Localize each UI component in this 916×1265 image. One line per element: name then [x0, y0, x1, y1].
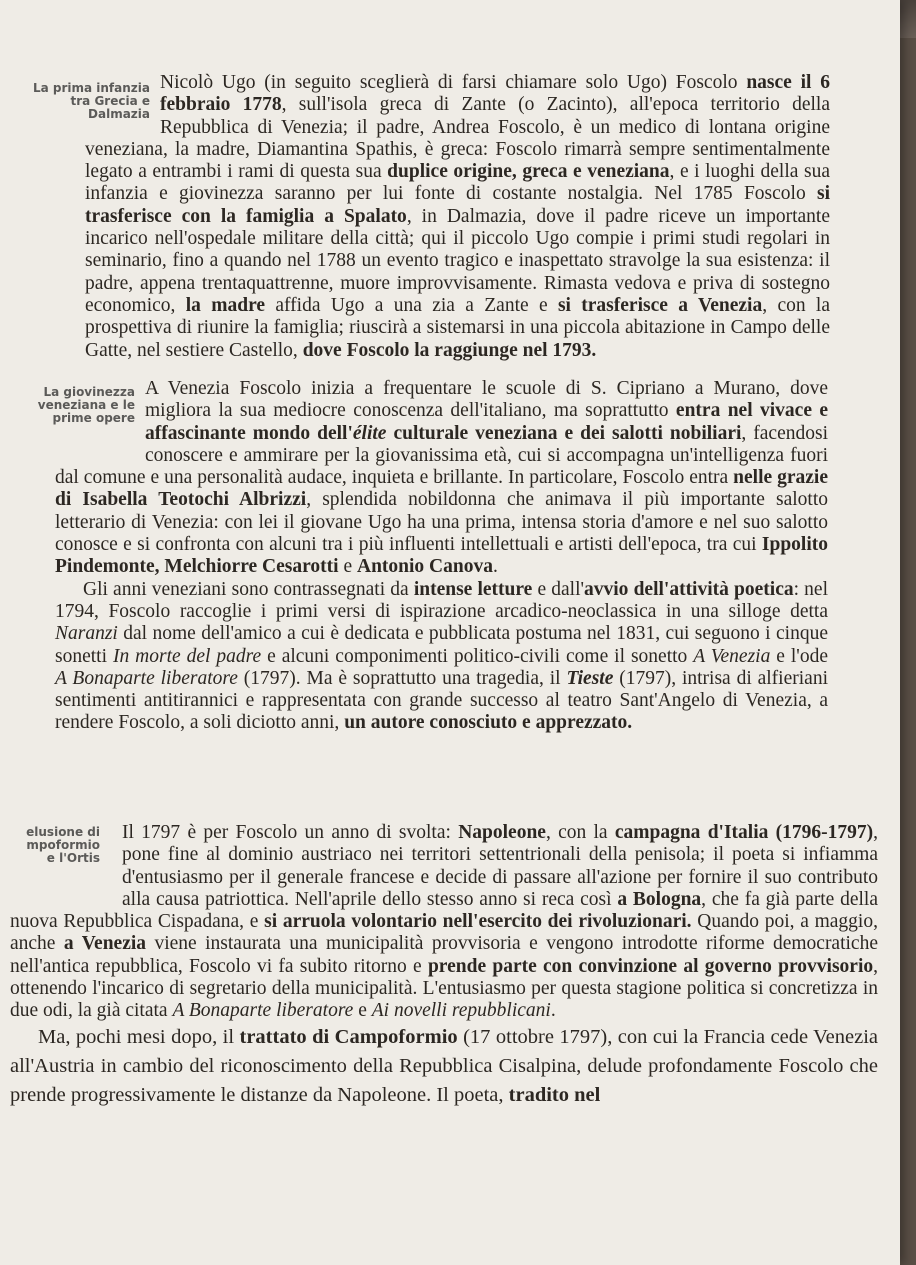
margin-note-line: La prima infanzia	[32, 81, 150, 95]
section-giovinezza	[0, 378, 900, 735]
margin-note-line: elusione di	[26, 825, 100, 839]
margin-note-line: Dalmazia	[88, 107, 150, 121]
paragraph-trattato-campoformio: Ma, pochi mesi dopo, il trattato di Campoformio (17 ottobre 1797), con cui la Francia cede Venezia all'Austria in cambio del riconoscimento della Repubblica Cisalpina, delude profondamente Foscolo che prende progressivamente le distanze da Napoleone. Il poeta, tradito nel	[10, 1025, 879, 1106]
section-campoformio	[0, 822, 900, 1110]
paragraph-giovinezza: A Venezia Foscolo inizia a frequentare le scuole di S. Cipriano a Murano, dove migliora la sua mediocre conoscenza dell'italiano, ma soprattutto entra nel vivace e affascinante mondo dell'élite culturale veneziana e dei salotti nobiliari, facendosi conoscere e ammirare per la giovanissima età, cui si accompagna un'intelligenza fuori dal comune e una personalità audace, inquieta e brillante. In particolare, Foscolo entra nelle grazie di Isabella Teotochi Albrizzi, splendida nobildonna che animava il più importante salotto letterario di Venezia: con lei il giovane Ugo ha una prima, intensa storia d'amore e nel suo salotto conosce e si confronta con alcuni tra i più influenti intellettuali e artisti dell'epoca, tra cui Ippolito Pindemonte, Melchiorre Cesarotti e Antonio Canova.	[55, 378, 829, 578]
margin-note-line: La giovinezza	[43, 385, 135, 399]
margin-note-line: tra Grecia e	[70, 94, 150, 108]
paragraph-infanzia: Nicolò Ugo (in seguito sceglierà di farsi chiamare solo Ugo) Foscolo nasce il 6 febbraio 1778, sull'isola greca di Zante (o Zacinto), all'epoca territorio della Repubblica di Venezia; il padre, Andrea Foscolo, è un medico di lontana origine veneziana, la madre, Diamantina Spathis, è greca: Foscolo rimarrà sempre sentimentalmente legato a entrambi i rami di questa sua duplice origine, greca e veneziana, e i luoghi della sua infanzia e giovinezza saranno per lui fonte di costante nostalgia. Nel 1785 Foscolo si trasferisce con la famiglia a Spalato, in Dalmazia, dove il padre riceve un importante incarico nell'ospedale militare della città; qui il piccolo Ugo compie i primi studi regolari in seminario, fino a quando nel 1788 un evento tragico e inaspettato stravolge la sua esistenza: il padre, appena trentaquattrenne, muore improvvisamente. Rimasta vedova e priva di sostegno economico, la madre affida Ugo a una zia a Zante e si trasferisce a Venezia, con la prospettiva di riunire la famiglia; riuscirà a sistemarsi in una piccola abitazione in Campo delle Gatte, nel sestiere Castello, dove Foscolo la raggiunge nel 1793.	[85, 72, 830, 361]
margin-note-line: veneziana e le	[37, 398, 135, 412]
paragraph-svolta-1797: Il 1797 è per Foscolo un anno di svolta: Napoleone, con la campagna d'Italia (1796-1797), pone fine al dominio austriaco nei territori settentrionali della penisola; il poeta si infiamma d'entusiasmo per il generale francese e decide di passare all'azione per fornire il suo contributo alla causa patriottica. Nell'aprile dello stesso anno si reca così a Bologna, che fa già parte della nuova Repubblica Cispadana, e si arruola volontario nell'esercito dei rivoluzionari. Quando poi, a maggio, anche a Venezia viene instaurata una municipalità provvisoria e vengono introdotte riforme democratiche nell'antica repubblica, Foscolo vi fa subito ritorno e prende parte con convinzione al governo provvisorio, ottenendo l'incarico di segretario della municipalità. L'entusiasmo per questa stagione politica si concretizza in due odi, la già citata A Bonaparte liberatore e Ai novelli repubblicani.	[10, 822, 879, 1022]
margin-note-line: e l'Ortis	[46, 851, 100, 865]
margin-note-line: mpoformio	[26, 838, 100, 852]
margin-note-line: prime opere	[52, 411, 135, 425]
paragraph-anni-veneziani: Gli anni veneziani sono contrassegnati da intense letture e dall'avvio dell'attività poetica: nel 1794, Foscolo raccoglie i primi versi di ispirazione arcadico-neoclassica in una silloge detta Naranzi dal nome dell'amico a cui è dedicata e pubblicata postuma nel 1831, cui seguono i cinque sonetti In morte del padre e alcuni componimenti politico-civili come il sonetto A Venezia e l'ode A Bonaparte liberatore (1797). Ma è soprattutto una tragedia, il Tieste (1797), intrisa di alfieriani sentimenti antitirannici e rappresentata con grande successo al teatro Sant'Angelo di Venezia, a rendere Foscolo, a soli diciotto anni, un autore conosciuto e apprezzato.	[55, 578, 828, 734]
section-infanzia	[0, 72, 900, 362]
